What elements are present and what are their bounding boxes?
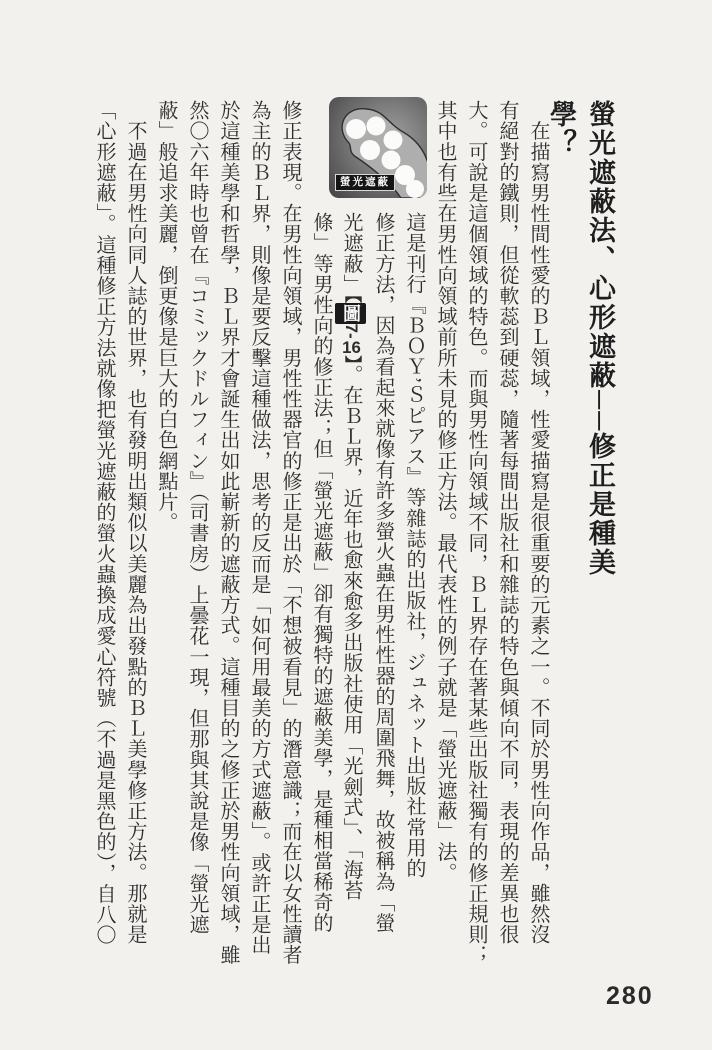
figure-fluorescent-masking <box>329 97 427 198</box>
figref-close-bracket: 】 <box>342 355 361 365</box>
figref-post-text: 。在ＢＬ界，近年也愈來愈多出版社使用「光劍式」、「海苔 <box>340 364 362 901</box>
figref-number-bottom: 16 <box>342 338 361 356</box>
text-column-3: 大。可說是這個領域的特色。而與男性向領域不同，ＢＬ界存在著某些出版社獨有的修正規則； <box>465 100 487 966</box>
text-column-2: 有絕對的鐵則，但從軟蕊到硬蕊，隨著每間出版社和雜誌的特色與傾向不同，表現的差異也很 <box>496 100 518 945</box>
text-column-1: 在描寫男性間性愛的ＢＬ領域，性愛描寫是很重要的元素之一。不同於男性向作品，雖然沒 <box>527 100 549 945</box>
text-column-9: 修正表現。在男性向領域，男性性器官的修正是出於「不想被看見」的潛意識；而在以女性讀者 <box>279 100 301 966</box>
figure-label: 螢光遮蔽 <box>335 174 395 191</box>
figref-number-sep: - <box>342 332 361 339</box>
text-column-10: 為主的ＢＬ界，則像是要反擊這種做法，思考的反而是「如何用最美的方式遮蔽」。或許正是出 <box>248 100 270 956</box>
text-column-7 <box>336 212 367 964</box>
figref-open-bracket: 【 <box>342 294 361 303</box>
figure-reference-icon: 圖 <box>335 303 366 324</box>
page-number: 280 <box>606 982 654 1010</box>
text-column-15: 「心形遮蔽」。這種修正方法就像把螢光遮蔽的螢火蟲換成愛心符號（不過是黑色的），自八〇 <box>93 100 115 946</box>
chapter-heading: 螢光遮蔽法、心形遮蔽──修正是種美學？ <box>546 100 615 578</box>
text-column-13: 蔽」般追求美麗，倒更像是巨大的白色網點片。 <box>155 100 177 533</box>
text-column-5: 這是刊行『ＢＯＹ’Ｓピアス』等雜誌的出版社，ジュネット出版社常用的 <box>403 212 425 879</box>
text-column-8: 條」等男性向的修正法；但「螢光遮蔽」卻有獨特的遮蔽美學，是種相當稀奇的 <box>310 212 332 933</box>
text-column-12: 然〇六年時也曾在『コミックドルフィン』（司書房）上曇花一現，但那與其說是像「螢光遮 <box>186 100 208 935</box>
text-column-4: 其中也有些在男性向領域前所未見的修正方法。最代表性的例子就是「螢光遮蔽」法。 <box>434 100 456 883</box>
text-column-14: 不過在男性向同人誌的世界，也有發明出類似以美麗為出發點的ＢＬ美學修正方法。那就是 <box>124 100 146 945</box>
figref-number-top: 7 <box>342 323 361 333</box>
text-column-6: 修正方法，因為看起來就像有許多螢火蟲在男性性器的周圍飛舞，故被稱為「螢 <box>372 212 394 933</box>
figref-pre-text: 光遮蔽」 <box>340 212 362 295</box>
text-column-11: 於這種美學和哲學，ＢＬ界才會誕生出如此嶄新的遮蔽方式。這種目的之修正於男性向領域，雖 <box>217 100 239 966</box>
